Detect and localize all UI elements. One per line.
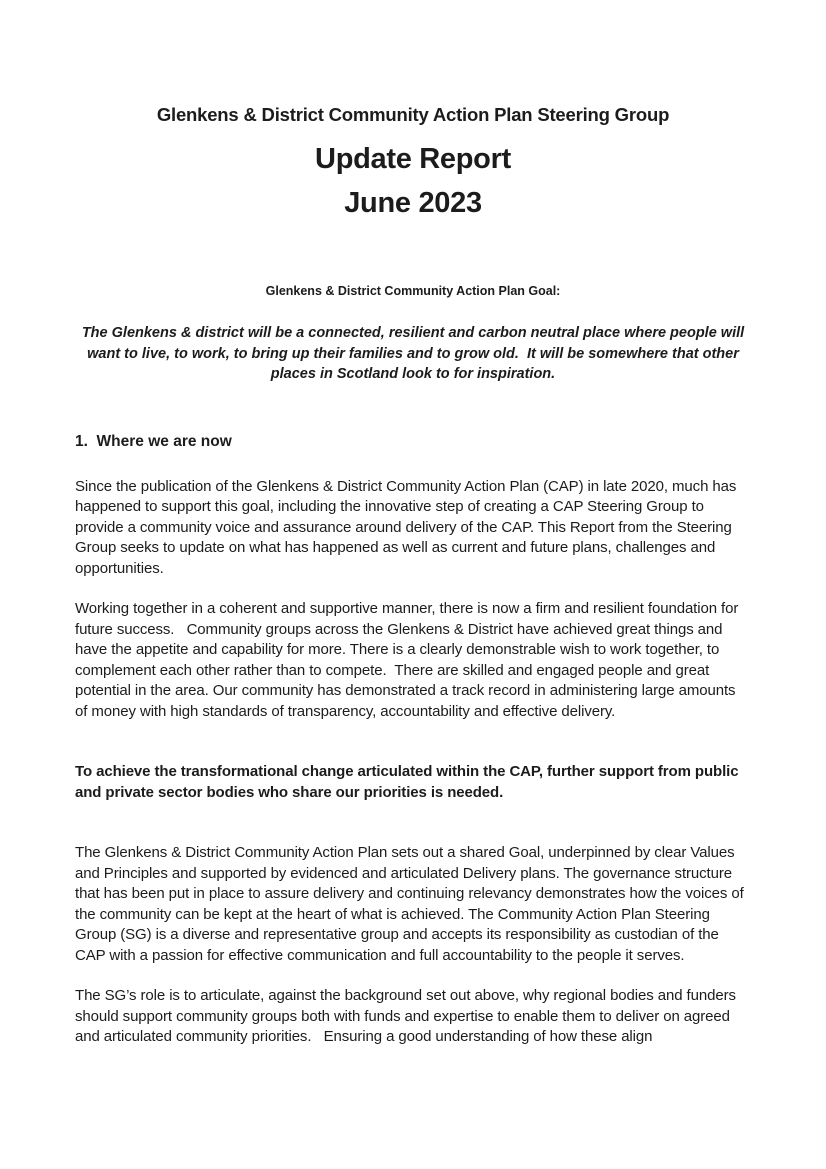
paragraph-transformational-change: To achieve the transformational change articulated within the CAP, further support from public and private sector bodies who share our priorities is needed. xyxy=(75,763,743,801)
paragraph-working-together: Working together in a coherent and supportive manner, there is now a firm and resilient foundation for future success. Community groups across the Glenkens & District have achieved great things and have the appetite and capability for more. There is a clearly demonstrable wish to work together, to complement each other rather than to compete. There are skilled and engaged people and great potential in the area. Our community has demonstrated a track record in administering large amounts of money with high standards of transparency, accountability and effective delivery. xyxy=(75,600,743,720)
section-1-heading: 1. Where we are now xyxy=(75,432,232,450)
paragraph-since-publication: Since the publication of the Glenkens & District Community Action Plan (CAP) in late 2020, much has happened to support this goal, including the innovative step of creating a CAP Steering Group to provide a community voice and assurance around delivery of the CAP. This Report from the Steering Group seeks to update on what has happened as well as current and future plans, challenges and opportunities. xyxy=(75,477,741,577)
report-title: Update Report xyxy=(315,143,511,175)
goal-block xyxy=(75,283,751,385)
paragraph-sg-role: The SG’s role is to articulate, against the background set out above, why regional bodies and funders should support community groups both with funds and expertise to enable them to deliver on agreed and articulated community priorities. Ensuring a good understanding of how these align xyxy=(75,987,740,1045)
document-header xyxy=(75,0,751,225)
report-title-block xyxy=(75,137,751,225)
goal-statement: The Glenkens & district will be a connected, resilient and carbon neutral place where people will want to live, to work, to bring up their families and to grow old. It will be somewhere that other places in Scotland look to for inspiration. xyxy=(81,325,749,382)
report-date: June 2023 xyxy=(344,187,482,219)
org-title: Glenkens & District Community Action Plan Steering Group xyxy=(156,104,670,125)
paragraph-shared-goal: The Glenkens & District Community Action Plan sets out a shared Goal, underpinned by clear Values and Principles and supported by evidenced and articulated Delivery plans. The governance structure that has been put in place to assure delivery and continuing relevancy demonstrates how the voices of the community can be kept at the heart of what is achieved. The Community Action Plan Steering Group (SG) is a diverse and representative group and accepts its responsibility as custodian of the CAP with a passion for effective communication and full accountability to the people it serves. xyxy=(75,844,748,964)
goal-heading: Glenkens & District Community Action Plan Goal: xyxy=(265,284,561,298)
